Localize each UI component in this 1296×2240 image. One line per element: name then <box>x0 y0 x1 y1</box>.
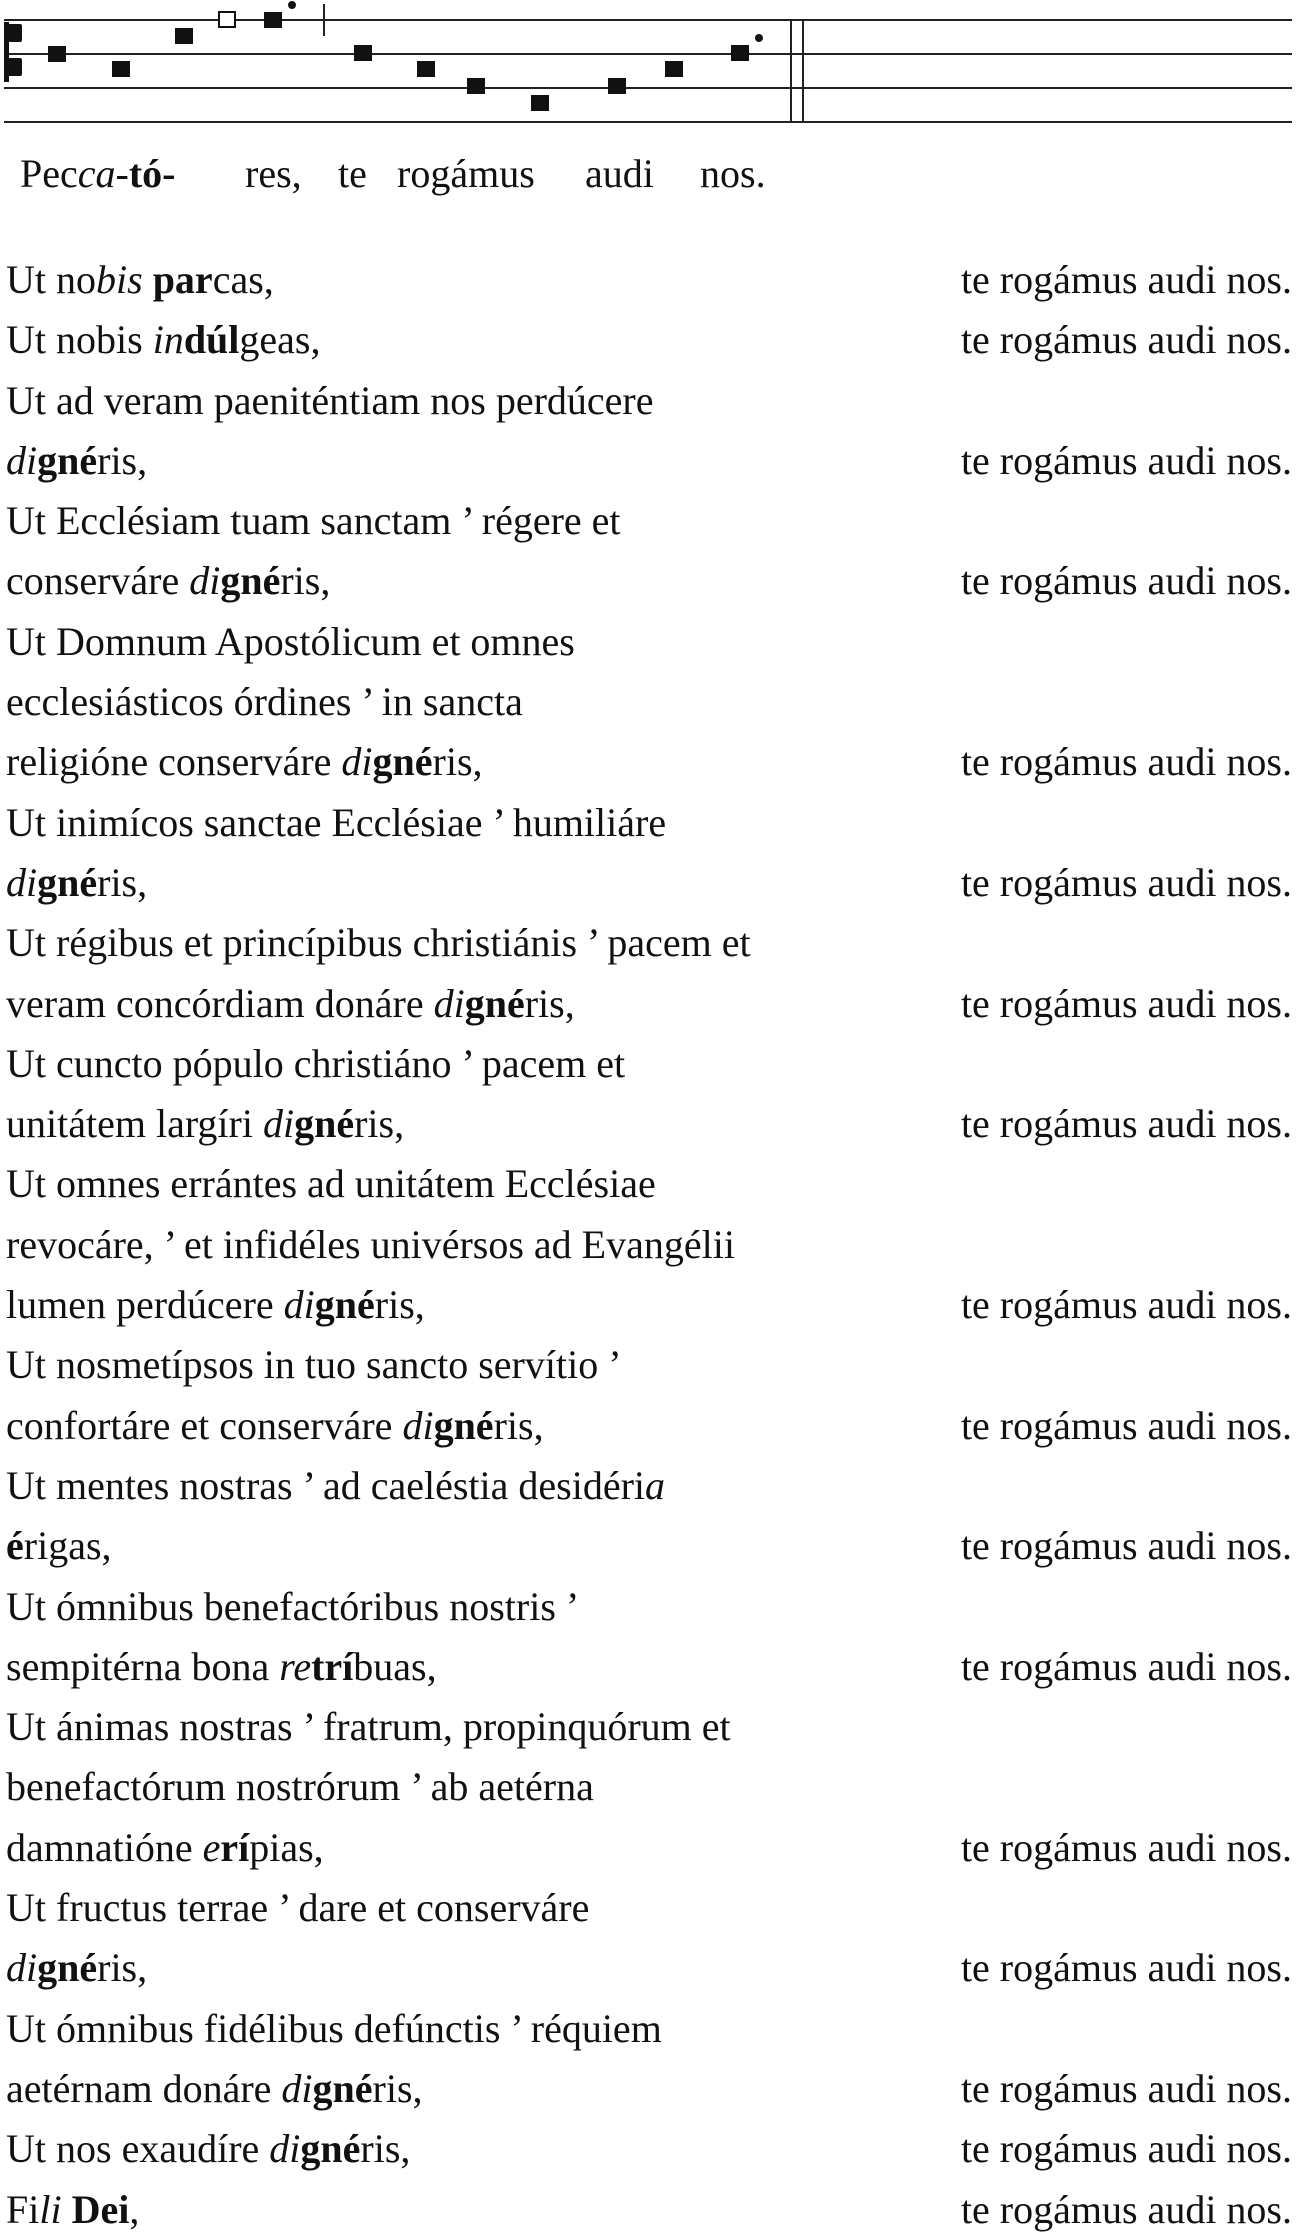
verse-line: Ut ánimas nostras ’ fratrum, propinquórum et <box>6 1704 731 1750</box>
verse-row <box>6 1456 1292 1577</box>
note <box>731 45 749 61</box>
verse-response: te rogámus audi nos. <box>960 1643 1292 1689</box>
verse-text <box>6 612 861 793</box>
verse-line: Ut ómnibus fidélibus defúnctis ’ réquiem <box>6 2005 662 2051</box>
verse-line: revocáre, ’ et infidéles univérsos ad Evangélii <box>6 1221 735 1267</box>
c-clef-icon <box>4 22 22 82</box>
verse-row <box>6 2180 1292 2240</box>
note <box>417 61 435 77</box>
verse-line: ecclesiásticos órdines ’ in sancta <box>6 679 523 725</box>
syllable: rogámus <box>397 151 535 196</box>
verse-row <box>6 1697 1292 1878</box>
verse-line: érigas, <box>6 1523 112 1569</box>
verse-line: lumen perdúcere dignéris, <box>6 1282 425 1328</box>
verse-line: Ut nobis indúlgeas, <box>6 317 321 363</box>
verse-row <box>6 491 1292 612</box>
note <box>608 78 626 94</box>
verse-line: aetérnam donáre dignéris, <box>6 2065 423 2111</box>
verse-text <box>6 793 861 914</box>
mora-dot <box>288 1 296 9</box>
verse-text <box>6 913 861 1034</box>
verse-text <box>6 1999 861 2120</box>
verse-text <box>6 1154 861 1335</box>
verse-line: Ut nosmetípsos in tuo sancto servítio ’ <box>6 1342 622 1388</box>
verse-text <box>6 491 861 612</box>
verse-text <box>6 2119 861 2179</box>
verse-row <box>6 793 1292 914</box>
verse-line: religióne conserváre dignéris, <box>6 739 483 785</box>
syllable: Pecca-tó- <box>20 151 176 196</box>
verse-response: te rogámus audi nos. <box>960 980 1292 1026</box>
syllable: nos. <box>700 151 766 196</box>
verse-response: te rogámus audi nos. <box>960 859 1292 905</box>
syllable: audi <box>585 151 654 196</box>
verse-response: te rogámus audi nos. <box>960 257 1292 302</box>
verse-response: te rogámus audi nos. <box>960 437 1292 483</box>
verse-text <box>6 1697 861 1878</box>
verse-row <box>6 2119 1292 2179</box>
verse-text <box>6 1034 861 1155</box>
staff-lines <box>4 20 1292 122</box>
verse-response: te rogámus audi nos. <box>960 739 1292 785</box>
verse-text <box>6 1335 861 1456</box>
verse-text <box>6 2180 861 2240</box>
verse-row <box>6 250 1292 310</box>
note <box>531 95 549 111</box>
verse-line: dignéris, <box>6 859 148 905</box>
verse-line: Ut mentes nostras ’ ad caeléstia desidéria <box>6 1462 666 1508</box>
verse-text <box>6 1577 861 1698</box>
verse-row <box>6 1878 1292 1999</box>
verse-line: Ut cuncto pópulo christiáno ’ pacem et <box>6 1040 626 1086</box>
verse-text <box>6 1878 861 1999</box>
verse-line: Ut omnes errántes ad unitátem Ecclésiae <box>6 1161 656 1207</box>
verse-line: Ut ad veram paeniténtiam nos perdúcere <box>6 377 654 423</box>
verse-row <box>6 1999 1292 2120</box>
chant-staff <box>0 0 1296 140</box>
note <box>264 12 282 28</box>
verse-line: Fili Dei, <box>6 2186 140 2232</box>
verse-row <box>6 1335 1292 1456</box>
verse-line: veram concórdiam donáre dignéris, <box>6 980 575 1026</box>
verse-text <box>6 310 861 370</box>
verse-response: te rogámus audi nos. <box>960 1101 1292 1147</box>
verse-response: te rogámus audi nos. <box>960 1824 1292 1870</box>
verse-response: te rogámus audi nos. <box>960 2126 1292 2172</box>
verse-row <box>6 371 1292 492</box>
verse-line: Ut nos exaudíre dignéris, <box>6 2126 411 2172</box>
verse-line: Ut ómnibus benefactóribus nostris ’ <box>6 1583 580 1629</box>
verse-line: Ut fructus terrae ’ dare et conserváre <box>6 1885 590 1931</box>
verse-response: te rogámus audi nos. <box>960 1402 1292 1448</box>
verse-line: Ut régibus et princípibus christiánis ’ pacem et <box>6 920 751 966</box>
note <box>175 28 193 44</box>
double-bar <box>791 20 803 122</box>
verse-line: unitátem largíri dignéris, <box>6 1101 405 1147</box>
verse-row <box>6 1154 1292 1335</box>
verse-row <box>6 913 1292 1034</box>
verse-response: te rogámus audi nos. <box>960 317 1292 363</box>
verse-line: sempitérna bona retríbuas, <box>6 1643 437 1689</box>
note <box>112 61 130 77</box>
verse-text <box>6 371 861 492</box>
chant-lyrics <box>0 150 1296 210</box>
mora-dot <box>755 34 763 42</box>
verse-line: Ut nobis parcas, <box>6 257 274 302</box>
verse-row <box>6 310 1292 370</box>
notes <box>48 1 763 111</box>
verse-response: te rogámus audi nos. <box>960 2186 1292 2232</box>
note <box>48 46 66 62</box>
verse-line: confortáre et conserváre dignéris, <box>6 1402 544 1448</box>
verse-row <box>6 1034 1292 1155</box>
verse-line: Ut Ecclésiam tuam sanctam ’ régere et <box>6 498 621 544</box>
verse-line: dignéris, <box>6 1945 148 1991</box>
verse-response: te rogámus audi nos. <box>960 2065 1292 2111</box>
verse-response: te rogámus audi nos. <box>960 1945 1292 1991</box>
verse-text <box>6 1456 861 1577</box>
chant-notation <box>0 0 1296 140</box>
verse-line: Ut Domnum Apostólicum et omnes <box>6 618 575 664</box>
note <box>665 61 683 77</box>
note <box>219 12 235 27</box>
verse-text <box>6 250 861 310</box>
syllable: te <box>338 151 367 196</box>
verse-line: dignéris, <box>6 437 148 483</box>
verse-response: te rogámus audi nos. <box>960 558 1292 604</box>
verse-line: conserváre dignéris, <box>6 558 331 604</box>
note <box>467 78 485 94</box>
verse-row <box>6 612 1292 793</box>
litany-verses <box>6 250 1292 2240</box>
note <box>354 45 372 61</box>
verse-row <box>6 1577 1292 1698</box>
verse-response: te rogámus audi nos. <box>960 1282 1292 1328</box>
verse-line: damnatióne erípias, <box>6 1824 324 1870</box>
verse-response: te rogámus audi nos. <box>960 1523 1292 1569</box>
syllable: res, <box>245 151 302 196</box>
verse-line: Ut inimícos sanctae Ecclésiae ’ humiliáre <box>6 799 667 845</box>
verse-line: benefactórum nostrórum ’ ab aetérna <box>6 1764 594 1810</box>
